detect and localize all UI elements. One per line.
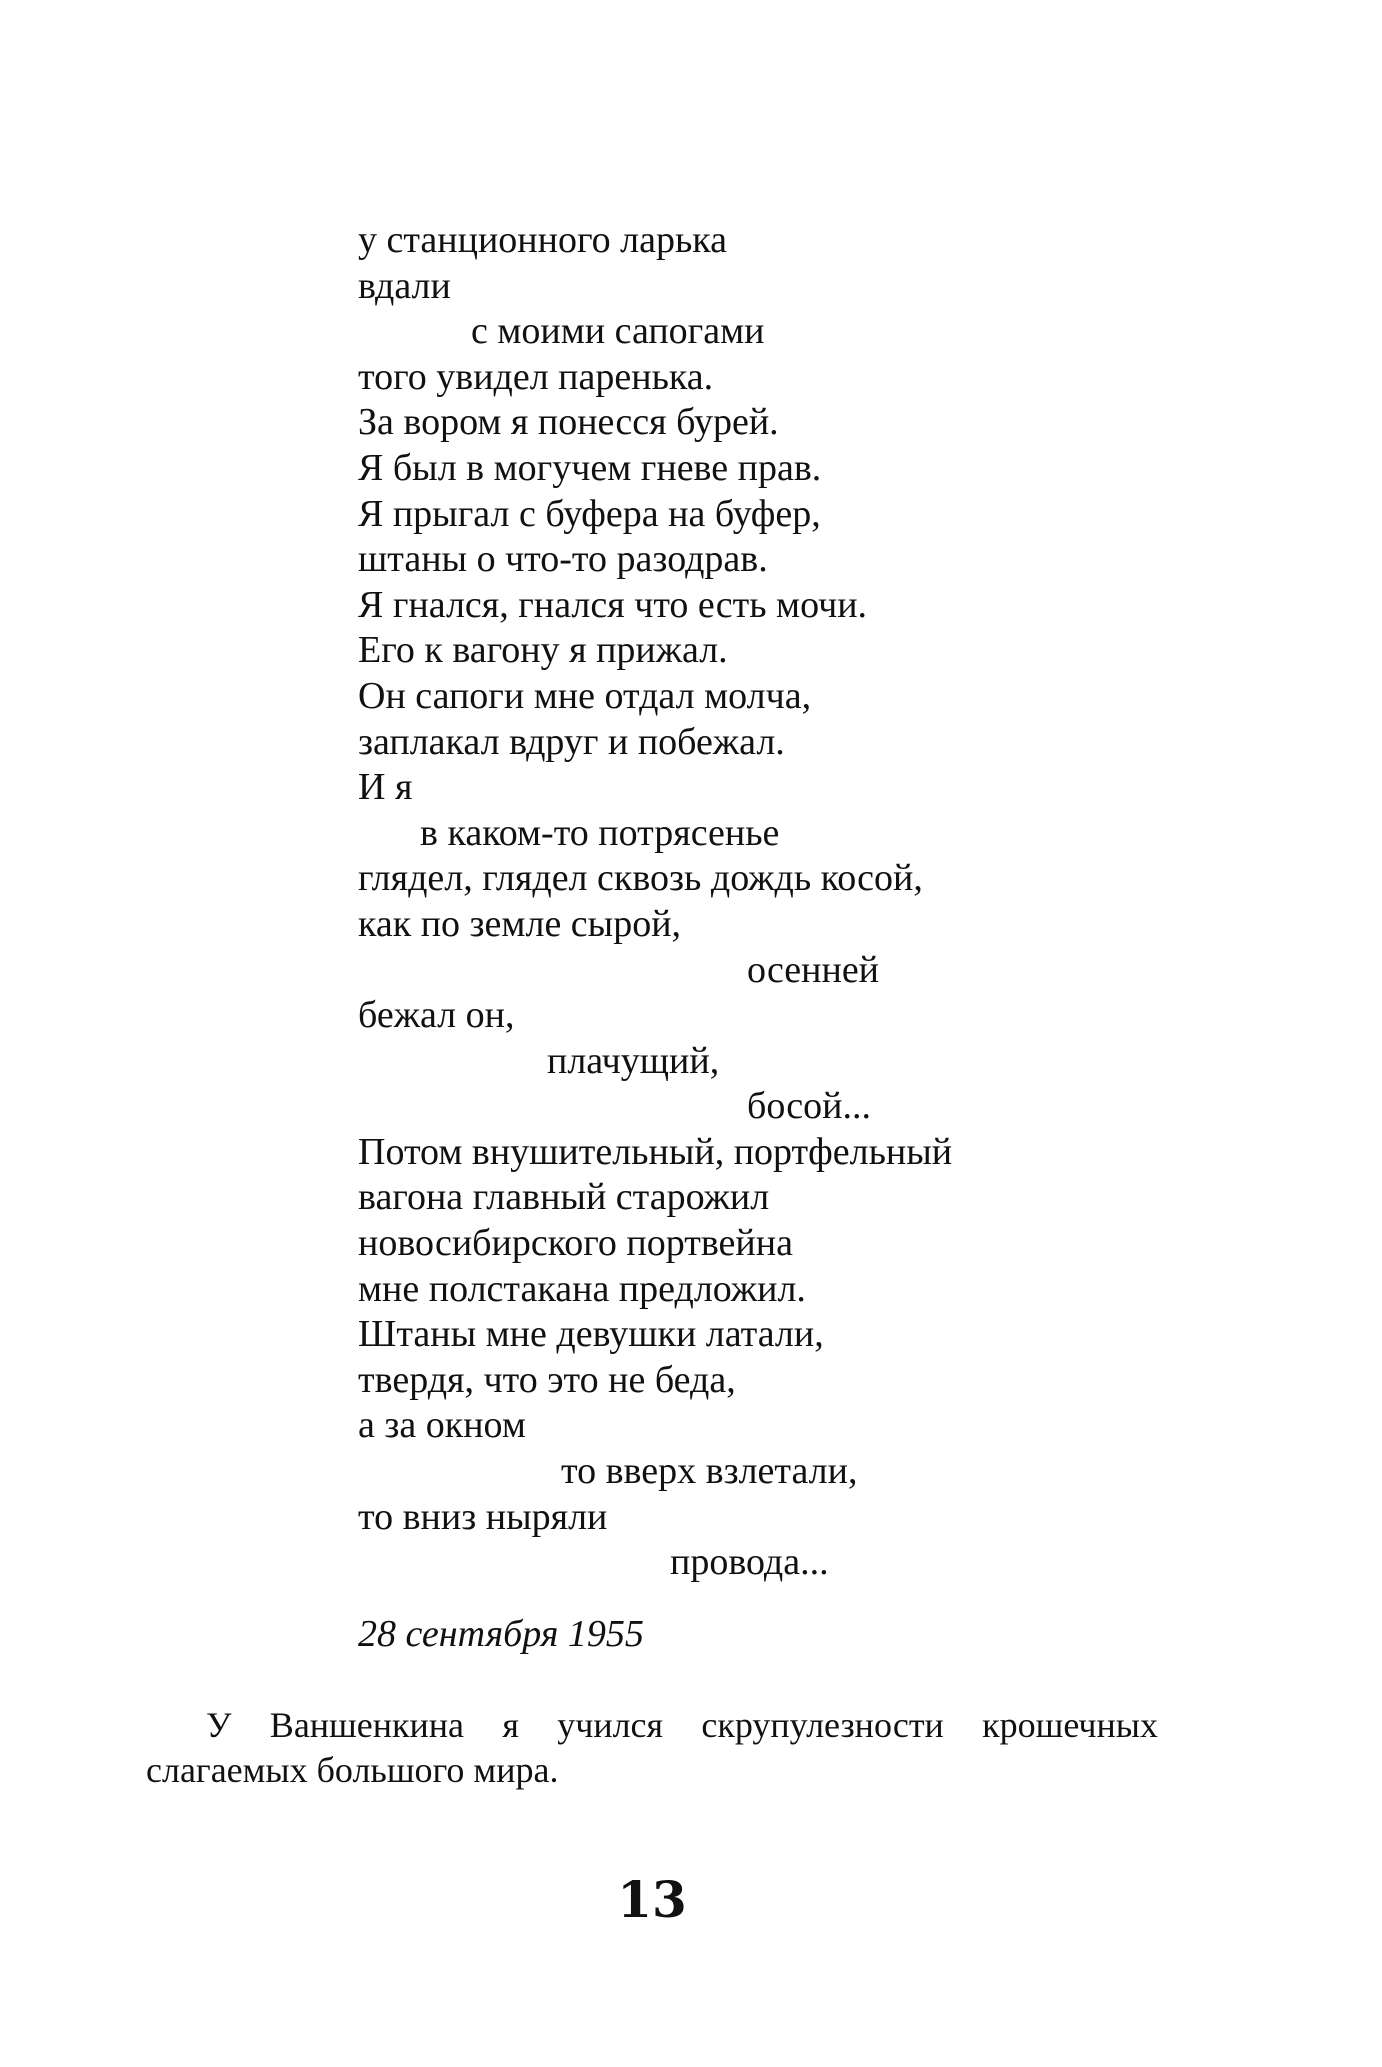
poem-line: то вверх взлетали, <box>561 1450 858 1493</box>
poem <box>358 218 1158 1586</box>
page-number: 13 <box>617 1870 687 1929</box>
poem-line: И я <box>358 766 413 809</box>
poem-line: мне полстакана предложил. <box>358 1267 806 1310</box>
poem-line: За вором я понесся бурей. <box>358 401 779 444</box>
poem-line: то вниз ныряли <box>358 1495 608 1538</box>
poem-line: вдали <box>358 264 451 307</box>
poem-line: Он сапоги мне отдал молча, <box>358 674 812 717</box>
poem-line: Я был в могучем гневе прав. <box>358 446 822 489</box>
poem-line: Я гнался, гнался что есть мочи. <box>358 583 868 626</box>
poem-line: босой... <box>747 1085 871 1128</box>
poem-line: с моими сапогами <box>471 310 765 353</box>
poem-line: заплакал вдруг и побежал. <box>358 720 785 763</box>
prose-paragraph: У Ваншенкина я учился скрупулезности крошечных слагаемых большого мира. <box>146 1705 1158 1790</box>
poem-line: бежал он, <box>358 994 515 1037</box>
poem-line: Потом внушительный, портфельный <box>358 1130 953 1173</box>
poem-date: 28 сентября 1955 <box>358 1613 644 1655</box>
poem-line: в каком-то потрясенье <box>420 811 780 854</box>
poem-line: Я прыгал с буфера на буфер, <box>358 492 821 535</box>
poem-line: глядел, глядел сквозь дождь косой, <box>358 857 923 900</box>
poem-line: Его к вагону я прижал. <box>358 629 728 672</box>
poem-line: штаны о что-то разодрав. <box>358 538 768 581</box>
poem-line: провода... <box>670 1541 829 1584</box>
poem-line: вагона главный старожил <box>358 1176 770 1219</box>
poem-line: у станционного ларька <box>358 219 728 261</box>
poem-line: Штаны мне девушки латали, <box>358 1313 824 1356</box>
poem-line: новосибирского портвейна <box>358 1222 793 1265</box>
poem-line: а за окном <box>358 1404 526 1447</box>
poem-line: осенней <box>747 948 880 991</box>
poem-line: твердя, что это не беда, <box>358 1358 736 1401</box>
poem-line: как по земле сырой, <box>358 902 682 945</box>
poem-line: плачущий, <box>547 1039 720 1082</box>
poem-line: того увидел паренька. <box>358 355 714 398</box>
